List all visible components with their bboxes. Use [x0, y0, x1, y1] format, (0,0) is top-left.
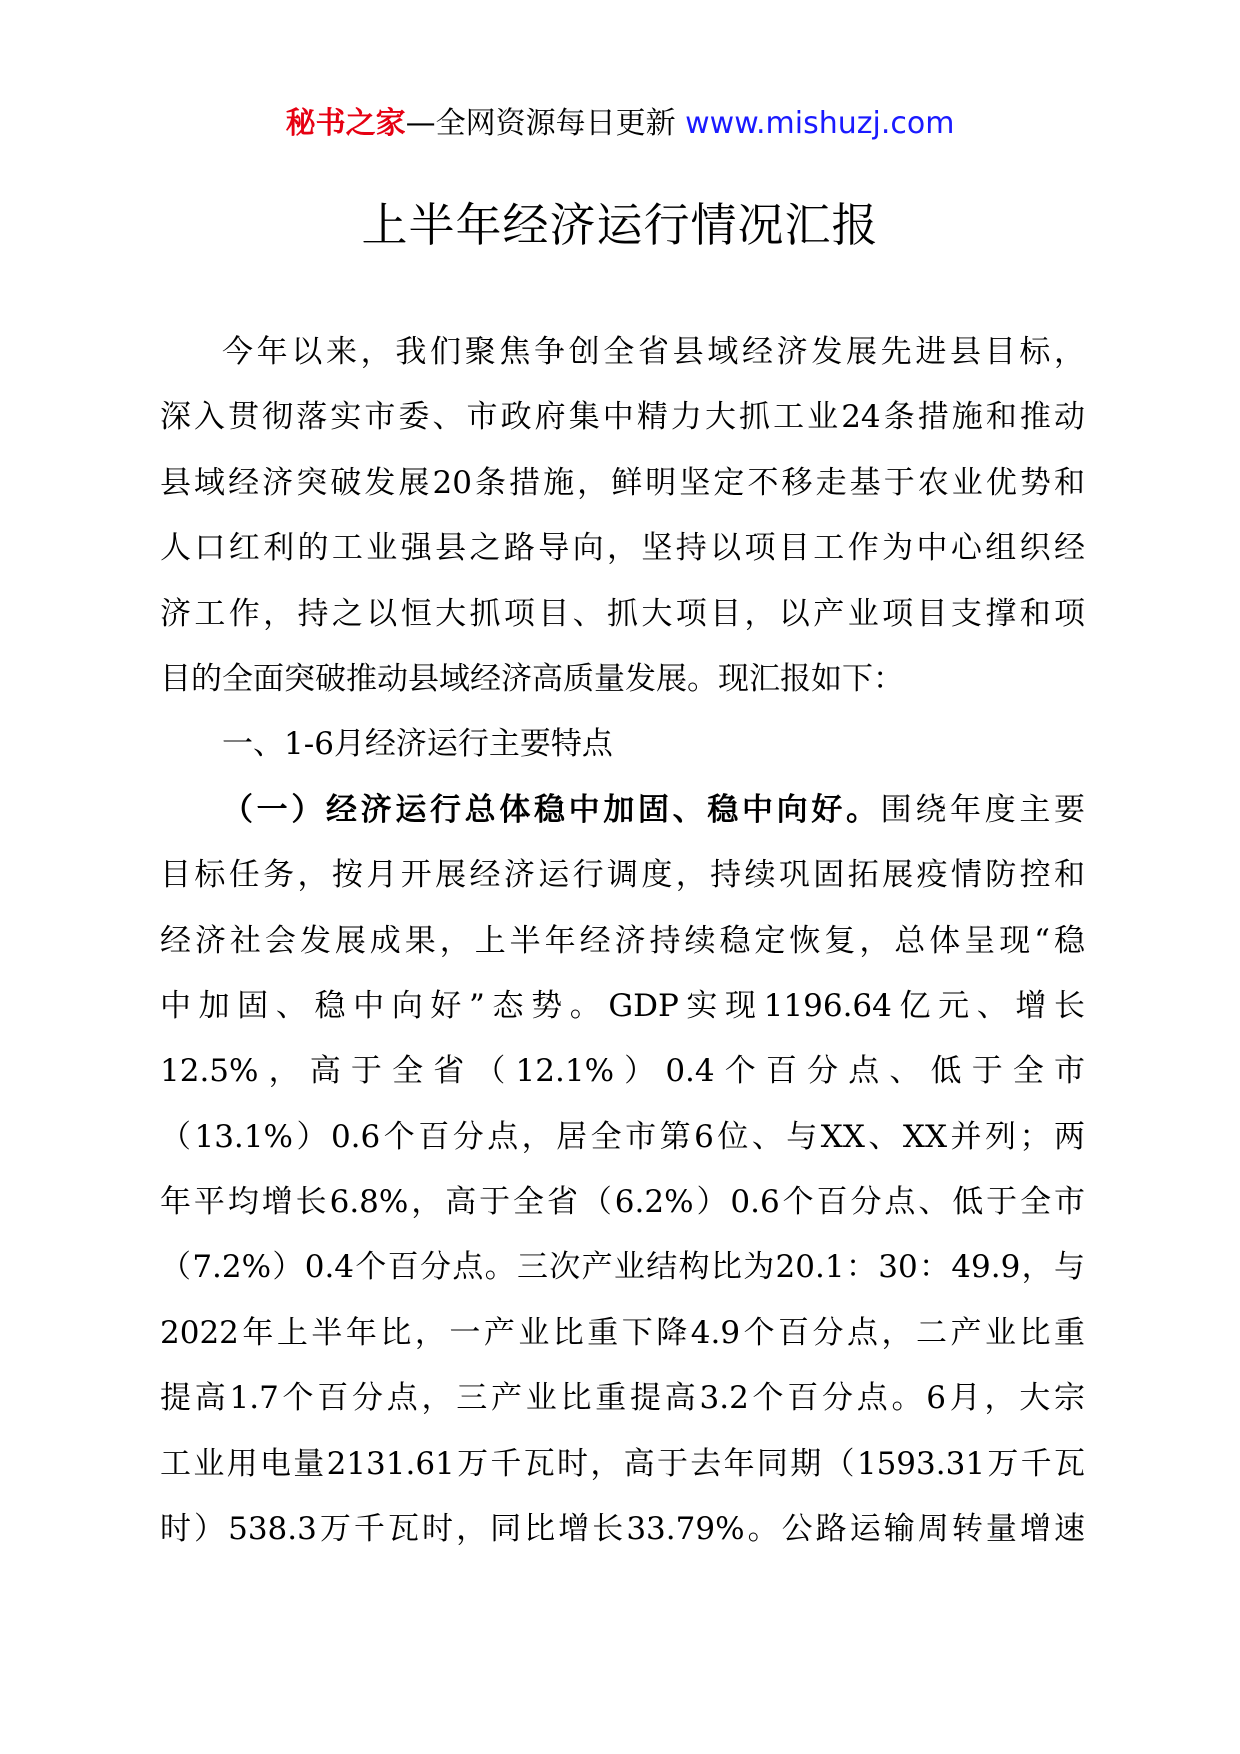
- subsection-paragraph: [160, 778, 1085, 1563]
- header-tagline: —全网资源每日更新: [405, 106, 686, 141]
- intro-line: 今年以来，我们聚焦争创全省县域经济发展先进县目标，: [222, 334, 1085, 370]
- section-heading: 一、1-6月经济运行主要特点: [222, 726, 613, 763]
- subsection-line: （7.2%）0.4个百分点。三次产业结构比为20.1：30：49.9，与: [160, 1249, 1085, 1286]
- subsection-line: 工业用电量2131.61万千瓦时，高于去年同期（1593.31万千瓦: [160, 1445, 1085, 1482]
- subsection-line: 目标任务，按月开展经济运行调度，持续巩固拓展疫情防控和: [160, 857, 1085, 894]
- subsection-line: 2022年上半年比，一产业比重下降4.9个百分点，二产业比重: [160, 1314, 1085, 1351]
- document-body: [160, 320, 1085, 1562]
- site-header: [0, 102, 1240, 146]
- intro-line: 济工作，持之以恒大抓项目、抓大项目，以产业项目支撑和项: [160, 595, 1085, 632]
- intro-line: 目的全面突破推动县域经济高质量发展。现汇报如下：: [160, 660, 904, 697]
- subsection-line: 12.5%，高于全省（12.1%）0.4个百分点、低于全市: [160, 1053, 1085, 1090]
- subsection-first-line-rest: 围绕年度主要: [880, 791, 1086, 828]
- subsection-line: 提高1.7个百分点，三产业比重提高3.2个百分点。6月，大宗: [160, 1380, 1085, 1417]
- subsection-line: 中加固、稳中向好”态势。GDP实现1196.64亿元、增长: [160, 987, 1085, 1024]
- header-brand: 秘书之家: [285, 106, 406, 141]
- subsection-first-line: [160, 778, 1085, 843]
- intro-line: 深入贯彻落实市委、市政府集中精力大抓工业24条措施和推动: [160, 399, 1085, 436]
- subsection-line: 年平均增长6.8%，高于全省（6.2%）0.6个百分点、低于全市: [160, 1184, 1085, 1221]
- subsection-bold-lead: （一）经济运行总体稳中加固、稳中向好。: [222, 791, 881, 828]
- header-url-link[interactable]: www.mishuzj.com: [685, 106, 955, 141]
- intro-paragraph: [160, 320, 1085, 712]
- subsection-line: （13.1%）0.6个百分点，居全市第6位、与XX、XX并列；两: [160, 1118, 1085, 1155]
- document-title: 上半年经济运行情况汇报: [361, 198, 879, 252]
- subsection-line: 时）538.3万千瓦时，同比增长33.79%。公路运输周转量增速: [160, 1511, 1085, 1548]
- intro-line: 县域经济突破发展20条措施，鲜明坚定不移走基于农业优势和: [160, 464, 1085, 501]
- intro-line: 人口红利的工业强县之路导向，坚持以项目工作为中心组织经: [160, 530, 1085, 567]
- subsection-line: 经济社会发展成果，上半年经济持续稳定恢复，总体呈现“稳: [160, 922, 1085, 959]
- section-heading-paragraph: [160, 712, 1085, 777]
